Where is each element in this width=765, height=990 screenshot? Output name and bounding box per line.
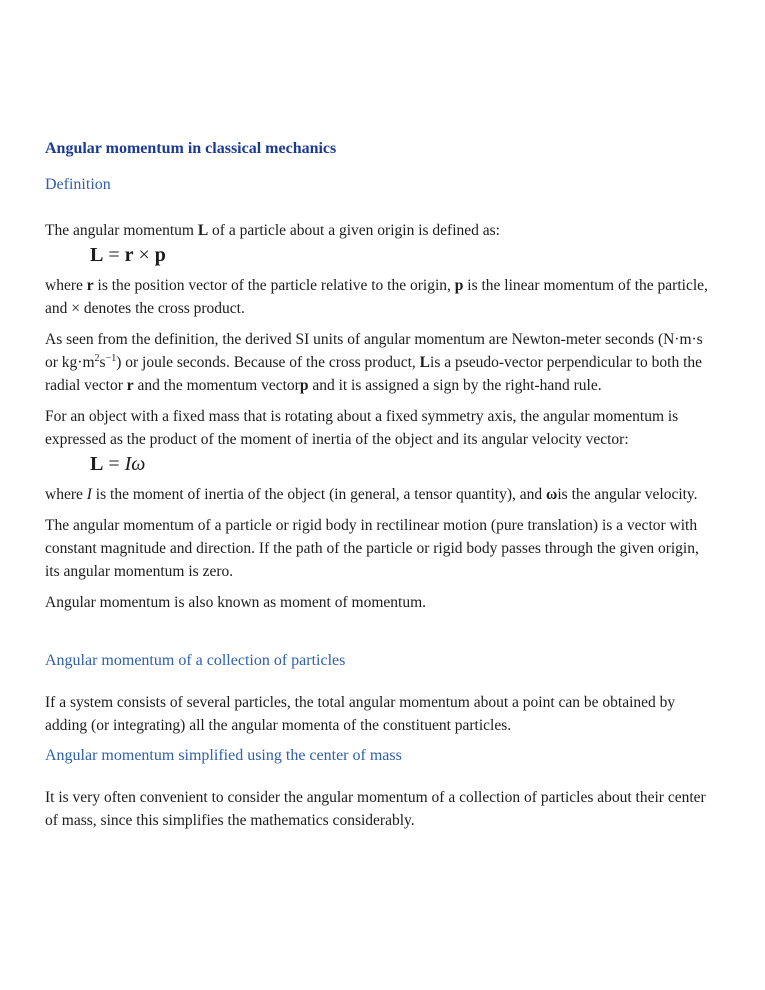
text-run: and the momentum vector	[133, 377, 300, 394]
formula-r: r	[124, 244, 134, 266]
vector-L-symbol: L	[197, 222, 209, 239]
formula-I-omega: Iω	[124, 453, 146, 475]
cross-product-sign: ×	[133, 244, 155, 266]
superscript-2: 2	[94, 352, 100, 364]
paragraph-moment-of-momentum: Angular momentum is also known as moment of momentum.	[45, 594, 426, 611]
text-run: is the moment of inertia of the object (in general, a tensor quantity), and	[91, 486, 547, 503]
omega-symbol: ω	[546, 486, 558, 503]
paragraph-where-r-p	[45, 274, 712, 320]
paragraph-center-of-mass: It is very often convenient to consider the angular momentum of a collection of particles about their center of mass, since this simplifies the mathematics considerably.	[45, 789, 706, 829]
formula-L: L	[90, 453, 104, 475]
paragraph-fixed-mass: For an object with a fixed mass that is rotating about a fixed symmetry axis, the angular momentum is expressed as the product of the moment of inertia of the object and its angular velocity vector:	[45, 408, 679, 448]
text-run: is a pseudo-vector perpendicular to both the radial vector	[45, 354, 703, 394]
paragraph-intro	[45, 219, 712, 242]
text-run: where	[45, 486, 87, 503]
vector-p-symbol: p	[454, 277, 464, 294]
section-heading-collection: Angular momentum of a collection of particles	[45, 652, 346, 669]
paragraph-system-particles: If a system consists of several particles, the total angular momentum about a point can be obtained by adding (or integrating) all the angular momenta of the constituent particles.	[45, 694, 676, 734]
text-run: and it is assigned a sign by the right-hand rule.	[308, 377, 602, 394]
equals-sign: =	[103, 453, 125, 475]
formula-cross-product	[45, 242, 715, 268]
text-run: As seen from the definition, the derived SI units of angular momentum are Newton-meter seconds (N·m·s or kg·m	[45, 331, 703, 371]
document-title: Angular momentum in classical mechanics	[45, 140, 337, 157]
text-run: of a particle about a given origin is defined as:	[208, 222, 500, 239]
text-run: is the linear momentum of the particle, and × denotes the cross product.	[45, 277, 708, 317]
paragraph-rectilinear: The angular momentum of a particle or rigid body in rectilinear motion (pure translation) is a vector with constant magnitude and direction. If the path of the particle or rigid body passes through the given origin, its angular momentum is zero.	[45, 517, 699, 580]
inertia-I-symbol: I	[86, 486, 92, 503]
equals-sign: =	[103, 244, 125, 266]
vector-r-symbol: r	[86, 277, 94, 294]
text-run: where	[45, 277, 87, 294]
formula-inertia-omega	[45, 451, 715, 477]
formula-p: p	[154, 244, 166, 266]
paragraph-si-units	[45, 328, 712, 397]
formula-L: L	[90, 244, 104, 266]
section-heading-definition: Definition	[45, 176, 111, 193]
vector-L-symbol: L	[419, 354, 431, 371]
section-heading-center-of-mass: Angular momentum simplified using the center of mass	[45, 747, 402, 764]
text-run: is the angular velocity.	[557, 486, 698, 503]
text-run: s	[99, 354, 106, 371]
vector-r-symbol: r	[126, 377, 134, 394]
vector-p-symbol: p	[299, 377, 309, 394]
text-run: ) or joule seconds. Because of the cross product,	[116, 354, 420, 371]
text-run: The angular momentum	[45, 222, 198, 239]
paragraph-where-I-omega	[45, 483, 712, 506]
text-run: is the position vector of the particle relative to the origin,	[93, 277, 455, 294]
superscript-minus-1: −1	[105, 352, 117, 364]
